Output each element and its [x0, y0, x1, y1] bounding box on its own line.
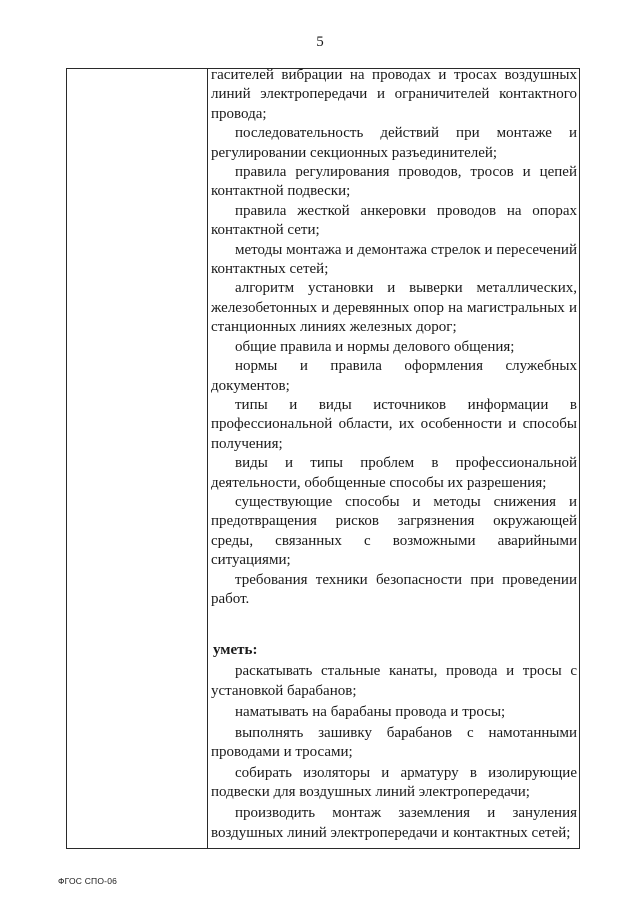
knowledge-item: существующие способы и методы снижения и предотвращения рисков загрязнения окружающей среды, связанных с возможными аварийными ситуациями;: [211, 493, 577, 569]
requirements-cell: [211, 66, 577, 843]
knowledge-item: виды и типы проблем в профессиональной деятельности, обобщенные способы их разрешения;: [211, 455, 577, 491]
skill-item: собирать изоляторы и арматуру в изолирующие подвески для воздушных линий электропередачи;: [211, 764, 577, 801]
knowledge-item: правила жесткой анкеровки проводов на опорах контактной сети;: [211, 202, 577, 239]
knowledge-item: алгоритм установки и выверки металлических, железобетонных и деревянных опор на магистральных и станционных линиях железных дорог;: [211, 280, 577, 336]
skill-item: раскатывать стальные канаты, провода и тросы с установкой барабанов;: [211, 663, 577, 699]
skills-heading: уметь:: [213, 642, 258, 659]
knowledge-item: общие правила и нормы делового общения;: [235, 338, 515, 355]
knowledge-item: правила регулирования проводов, тросов и цепей контактной подвески;: [211, 164, 577, 200]
knowledge-item: нормы и правила оформления служебных документов;: [211, 358, 577, 394]
skill-item: производить монтаж заземления и зануления воздушных линий электропередачи и контактных сетей;: [211, 805, 577, 841]
knowledge-item: типы и виды источников информации в профессиональной области, их особенности и способы получения;: [211, 396, 577, 452]
knowledge-item: требования техники безопасности при проведении работ.: [211, 571, 577, 607]
skill-item: наматывать на барабаны провода и тросы;: [235, 703, 506, 720]
knowledge-continuation: гасителей вибрации на проводах и тросах воздушных линий электропередачи и ограничителей контактного провода;: [211, 67, 577, 122]
knowledge-item: методы монтажа и демонтажа стрелок и пересечений контактных сетей;: [211, 241, 577, 278]
skill-item: выполнять зашивку барабанов с намотанными проводами и тросами;: [211, 724, 577, 760]
page-number: 5: [316, 34, 324, 50]
knowledge-item: последовательность действий при монтаже и регулировании секционных разъединителей;: [211, 125, 577, 161]
footer-label: ФГОС СПО-06: [58, 876, 118, 886]
table-column-divider: [207, 68, 208, 849]
